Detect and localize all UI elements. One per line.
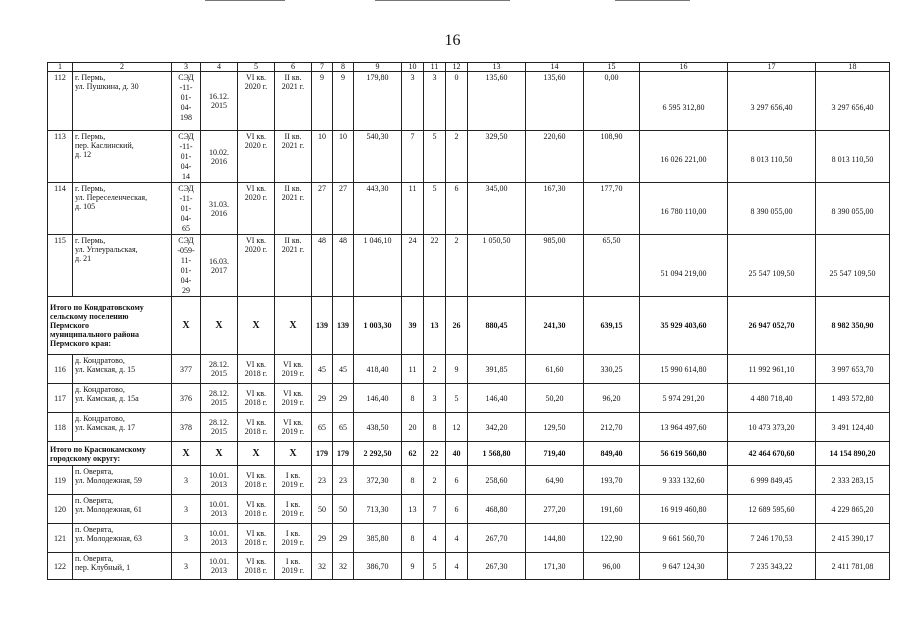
cell-c11: 4 xyxy=(424,524,446,553)
column-number-header: 2 xyxy=(73,63,172,72)
cell-c12: 2 xyxy=(446,235,468,297)
cell-c6: II кв. 2021 г. xyxy=(275,131,312,183)
cell-c15: 212,70 xyxy=(584,413,640,442)
cell-c10: 39 xyxy=(402,297,424,355)
cell-c10: 11 xyxy=(402,355,424,384)
cell-c5: VI кв. 2018 г. xyxy=(238,466,275,495)
cell-c13: 468,80 xyxy=(468,495,526,524)
cell-c6: II кв. 2021 г. xyxy=(275,72,312,131)
cell-c6: Х xyxy=(275,297,312,355)
cell-c10: 8 xyxy=(402,466,424,495)
cell-c15: 330,25 xyxy=(584,355,640,384)
cell-c5: Х xyxy=(238,297,275,355)
address-cell: г. Пермь, ул. Углеуральская, д. 21 xyxy=(73,235,172,297)
cell-c15: 639,15 xyxy=(584,297,640,355)
cell-c10: 8 xyxy=(402,384,424,413)
table-row xyxy=(48,183,890,235)
address-cell: д. Кондратово, ул. Камская, д. 17 xyxy=(73,413,172,442)
table-row xyxy=(48,524,890,553)
cell-c5: VI кв. 2020 г. xyxy=(238,72,275,131)
address-cell: г. Пермь, ул. Переселенческая, д. 105 xyxy=(73,183,172,235)
cell-c12: 6 xyxy=(446,466,468,495)
cell-c7: 32 xyxy=(312,553,333,580)
cell-c12: 12 xyxy=(446,413,468,442)
address-cell: г. Пермь, пер. Каслинский, д. 12 xyxy=(73,131,172,183)
cell-c5: VI кв. 2018 г. xyxy=(238,384,275,413)
column-number-header: 15 xyxy=(584,63,640,72)
cell-c7: 50 xyxy=(312,495,333,524)
cell-c16: 5 974 291,20 xyxy=(640,384,728,413)
cell-c5: VI кв. 2018 г. xyxy=(238,495,275,524)
subtotal-label: Итого по Кондратовскому сельскому поселению Пермского муниципального района Пермского края: xyxy=(48,297,172,355)
cell-c9: 418,40 xyxy=(354,355,402,384)
cell-c16: 16 780 110,00 xyxy=(640,183,728,235)
cell-c15: 191,60 xyxy=(584,495,640,524)
column-number-header: 12 xyxy=(446,63,468,72)
cell-c17: 12 689 595,60 xyxy=(728,495,816,524)
cell-c10: 13 xyxy=(402,495,424,524)
cell-c11: 3 xyxy=(424,384,446,413)
cell-c5: VI кв. 2020 г. xyxy=(238,235,275,297)
cell-c8: 139 xyxy=(333,297,354,355)
column-number-header: 4 xyxy=(201,63,238,72)
table-row xyxy=(48,466,890,495)
cell-c13: 1 050,50 xyxy=(468,235,526,297)
cell-c5: VI кв. 2018 г. xyxy=(238,553,275,580)
address-cell: п. Оверята, ул. Молодежная, 63 xyxy=(73,524,172,553)
row-number: 119 xyxy=(48,466,73,495)
cell-c8: 179 xyxy=(333,442,354,466)
column-number-header: 9 xyxy=(354,63,402,72)
cell-c14: 985,00 xyxy=(526,235,584,297)
cell-c15: 65,50 xyxy=(584,235,640,297)
cell-c11: 13 xyxy=(424,297,446,355)
cell-c5: VI кв. 2020 г. xyxy=(238,131,275,183)
cell-c17: 26 947 052,70 xyxy=(728,297,816,355)
table-row xyxy=(48,384,890,413)
cell-c8: 50 xyxy=(333,495,354,524)
cell-c9: 372,30 xyxy=(354,466,402,495)
cell-c6: VI кв. 2019 г. xyxy=(275,355,312,384)
cell-c7: 29 xyxy=(312,384,333,413)
cell-c16: 51 094 219,00 xyxy=(640,235,728,297)
row-number: 122 xyxy=(48,553,73,580)
cell-c15: 108,90 xyxy=(584,131,640,183)
cell-c13: 267,70 xyxy=(468,524,526,553)
row-number: 116 xyxy=(48,355,73,384)
cell-c14: 277,20 xyxy=(526,495,584,524)
cell-c18: 8 013 110,50 xyxy=(816,131,890,183)
cell-c18: 3 491 124,40 xyxy=(816,413,890,442)
cell-c15: 0,00 xyxy=(584,72,640,131)
document-cell: СЭД -11- 01- 04- 65 xyxy=(172,183,201,235)
column-number-header: 11 xyxy=(424,63,446,72)
cell-c14: 50,20 xyxy=(526,384,584,413)
cell-c16: 9 333 132,60 xyxy=(640,466,728,495)
cell-c18: 2 333 283,15 xyxy=(816,466,890,495)
document-cell: 377 xyxy=(172,355,201,384)
column-number-header: 1 xyxy=(48,63,73,72)
date-cell: 10.02. 2016 xyxy=(201,131,238,183)
cell-c8: 9 xyxy=(333,72,354,131)
table-row xyxy=(48,413,890,442)
cell-c3: Х xyxy=(172,297,201,355)
cell-c7: 10 xyxy=(312,131,333,183)
cell-c5: VI кв. 2018 г. xyxy=(238,413,275,442)
cell-c14: 129,50 xyxy=(526,413,584,442)
cell-c6: I кв. 2019 г. xyxy=(275,466,312,495)
cell-c7: 27 xyxy=(312,183,333,235)
date-cell: 16.03. 2017 xyxy=(201,235,238,297)
cell-c13: 1 568,80 xyxy=(468,442,526,466)
cell-c10: 20 xyxy=(402,413,424,442)
document-cell: СЭД -11- 01- 04- 14 xyxy=(172,131,201,183)
cell-c6: VI кв. 2019 г. xyxy=(275,413,312,442)
cell-c6: II кв. 2021 г. xyxy=(275,183,312,235)
cell-c9: 385,80 xyxy=(354,524,402,553)
cell-c12: 40 xyxy=(446,442,468,466)
column-number-header: 18 xyxy=(816,63,890,72)
date-cell: 10.01. 2013 xyxy=(201,524,238,553)
cell-c13: 258,60 xyxy=(468,466,526,495)
cell-c14: 719,40 xyxy=(526,442,584,466)
cell-c17: 10 473 373,20 xyxy=(728,413,816,442)
date-cell: 28.12. 2015 xyxy=(201,413,238,442)
cell-c6: II кв. 2021 г. xyxy=(275,235,312,297)
document-cell: 378 xyxy=(172,413,201,442)
cell-c18: 1 493 572,80 xyxy=(816,384,890,413)
cell-c18: 3 997 653,70 xyxy=(816,355,890,384)
cell-c13: 391,85 xyxy=(468,355,526,384)
cell-c18: 14 154 890,20 xyxy=(816,442,890,466)
cell-c8: 65 xyxy=(333,413,354,442)
document-cell: СЭД -11- 01- 04- 198 xyxy=(172,72,201,131)
cell-c16: 56 619 560,80 xyxy=(640,442,728,466)
cell-c10: 7 xyxy=(402,131,424,183)
cell-c10: 9 xyxy=(402,553,424,580)
cell-c12: 26 xyxy=(446,297,468,355)
cell-c14: 167,30 xyxy=(526,183,584,235)
row-number: 114 xyxy=(48,183,73,235)
cell-c14: 135,60 xyxy=(526,72,584,131)
cell-c14: 144,80 xyxy=(526,524,584,553)
cell-c11: 5 xyxy=(424,183,446,235)
cell-c10: 11 xyxy=(402,183,424,235)
cell-c16: 35 929 403,60 xyxy=(640,297,728,355)
cell-c11: 7 xyxy=(424,495,446,524)
date-cell: 28.12. 2015 xyxy=(201,384,238,413)
cell-c16: 6 595 312,80 xyxy=(640,72,728,131)
cell-c7: 179 xyxy=(312,442,333,466)
cell-c17: 8 013 110,50 xyxy=(728,131,816,183)
cell-c16: 16 026 221,00 xyxy=(640,131,728,183)
cell-c3: Х xyxy=(172,442,201,466)
cell-c11: 2 xyxy=(424,466,446,495)
cell-c6: VI кв. 2019 г. xyxy=(275,384,312,413)
column-number-header: 8 xyxy=(333,63,354,72)
cell-c15: 193,70 xyxy=(584,466,640,495)
cell-c13: 329,50 xyxy=(468,131,526,183)
cell-c13: 267,30 xyxy=(468,553,526,580)
cell-c14: 61,60 xyxy=(526,355,584,384)
cell-c13: 345,00 xyxy=(468,183,526,235)
cell-c18: 8 390 055,00 xyxy=(816,183,890,235)
cell-c14: 220,60 xyxy=(526,131,584,183)
cell-c16: 13 964 497,60 xyxy=(640,413,728,442)
top-rule-left xyxy=(205,0,285,1)
cell-c9: 1 003,30 xyxy=(354,297,402,355)
cell-c8: 29 xyxy=(333,524,354,553)
cell-c16: 9 661 560,70 xyxy=(640,524,728,553)
cell-c11: 22 xyxy=(424,442,446,466)
cell-c14: 64,90 xyxy=(526,466,584,495)
row-number: 117 xyxy=(48,384,73,413)
column-number-row xyxy=(48,63,890,72)
row-number: 115 xyxy=(48,235,73,297)
cell-c17: 4 480 718,40 xyxy=(728,384,816,413)
cell-c11: 5 xyxy=(424,131,446,183)
cell-c11: 22 xyxy=(424,235,446,297)
cell-c18: 8 982 350,90 xyxy=(816,297,890,355)
cell-c9: 713,30 xyxy=(354,495,402,524)
housing-program-table xyxy=(47,62,890,580)
cell-c12: 6 xyxy=(446,495,468,524)
cell-c9: 443,30 xyxy=(354,183,402,235)
cell-c7: 139 xyxy=(312,297,333,355)
cell-c17: 11 992 961,10 xyxy=(728,355,816,384)
cell-c17: 25 547 109,50 xyxy=(728,235,816,297)
cell-c11: 3 xyxy=(424,72,446,131)
cell-c6: I кв. 2019 г. xyxy=(275,495,312,524)
document-cell: 3 xyxy=(172,495,201,524)
column-number-header: 6 xyxy=(275,63,312,72)
cell-c4: Х xyxy=(201,442,238,466)
cell-c8: 32 xyxy=(333,553,354,580)
cell-c5: VI кв. 2018 г. xyxy=(238,524,275,553)
table-row xyxy=(48,235,890,297)
cell-c5: VI кв. 2020 г. xyxy=(238,183,275,235)
cell-c10: 62 xyxy=(402,442,424,466)
date-cell: 10.01. 2013 xyxy=(201,466,238,495)
row-number: 112 xyxy=(48,72,73,131)
date-cell: 10.01. 2013 xyxy=(201,553,238,580)
top-rule-right xyxy=(615,0,690,1)
cell-c18: 3 297 656,40 xyxy=(816,72,890,131)
cell-c13: 135,60 xyxy=(468,72,526,131)
column-number-header: 14 xyxy=(526,63,584,72)
date-cell: 16.12. 2015 xyxy=(201,72,238,131)
cell-c18: 2 411 781,08 xyxy=(816,553,890,580)
cell-c7: 29 xyxy=(312,524,333,553)
table-row xyxy=(48,72,890,131)
cell-c11: 8 xyxy=(424,413,446,442)
table-row xyxy=(48,131,890,183)
cell-c8: 27 xyxy=(333,183,354,235)
row-number: 120 xyxy=(48,495,73,524)
cell-c13: 146,40 xyxy=(468,384,526,413)
cell-c16: 16 919 460,80 xyxy=(640,495,728,524)
cell-c8: 48 xyxy=(333,235,354,297)
date-cell: 10.01. 2013 xyxy=(201,495,238,524)
cell-c7: 48 xyxy=(312,235,333,297)
cell-c8: 23 xyxy=(333,466,354,495)
document-cell: 376 xyxy=(172,384,201,413)
address-cell: п. Оверята, пер. Клубный, 1 xyxy=(73,553,172,580)
cell-c9: 1 046,10 xyxy=(354,235,402,297)
cell-c16: 9 647 124,30 xyxy=(640,553,728,580)
row-number: 113 xyxy=(48,131,73,183)
cell-c7: 65 xyxy=(312,413,333,442)
cell-c9: 386,70 xyxy=(354,553,402,580)
subtotal-row xyxy=(48,297,890,355)
column-number-header: 3 xyxy=(172,63,201,72)
column-number-header: 16 xyxy=(640,63,728,72)
row-number: 121 xyxy=(48,524,73,553)
table-row xyxy=(48,495,890,524)
cell-c15: 96,20 xyxy=(584,384,640,413)
cell-c12: 6 xyxy=(446,183,468,235)
cell-c7: 9 xyxy=(312,72,333,131)
top-rule-center xyxy=(375,0,510,1)
column-number-header: 7 xyxy=(312,63,333,72)
address-cell: г. Пермь, ул. Пушкина, д. 30 xyxy=(73,72,172,131)
cell-c6: I кв. 2019 г. xyxy=(275,553,312,580)
document-cell: 3 xyxy=(172,553,201,580)
cell-c12: 0 xyxy=(446,72,468,131)
cell-c14: 171,30 xyxy=(526,553,584,580)
cell-c12: 4 xyxy=(446,553,468,580)
cell-c9: 2 292,50 xyxy=(354,442,402,466)
table-row xyxy=(48,355,890,384)
page-number: 16 xyxy=(444,32,461,49)
cell-c14: 241,30 xyxy=(526,297,584,355)
subtotal-row xyxy=(48,442,890,466)
cell-c9: 179,80 xyxy=(354,72,402,131)
table-row xyxy=(48,553,890,580)
subtotal-label: Итого по Краснокамскому городскому округу: xyxy=(48,442,172,466)
document-cell: 3 xyxy=(172,466,201,495)
address-cell: д. Кондратово, ул. Камская, д. 15 xyxy=(73,355,172,384)
cell-c11: 5 xyxy=(424,553,446,580)
cell-c10: 3 xyxy=(402,72,424,131)
cell-c18: 4 229 865,20 xyxy=(816,495,890,524)
cell-c10: 24 xyxy=(402,235,424,297)
cell-c12: 4 xyxy=(446,524,468,553)
column-number-header: 10 xyxy=(402,63,424,72)
document-cell: СЭД -059- 11- 01- 04- 29 xyxy=(172,235,201,297)
cell-c4: Х xyxy=(201,297,238,355)
document-cell: 3 xyxy=(172,524,201,553)
column-number-header: 13 xyxy=(468,63,526,72)
cell-c7: 23 xyxy=(312,466,333,495)
row-number: 118 xyxy=(48,413,73,442)
date-cell: 31.03. 2016 xyxy=(201,183,238,235)
cell-c7: 45 xyxy=(312,355,333,384)
address-cell: п. Оверята, ул. Молодежная, 61 xyxy=(73,495,172,524)
cell-c12: 9 xyxy=(446,355,468,384)
address-cell: п. Оверята, ул. Молодежная, 59 xyxy=(73,466,172,495)
cell-c11: 2 xyxy=(424,355,446,384)
cell-c15: 177,70 xyxy=(584,183,640,235)
cell-c8: 10 xyxy=(333,131,354,183)
cell-c17: 3 297 656,40 xyxy=(728,72,816,131)
table-body xyxy=(48,63,890,580)
cell-c9: 146,40 xyxy=(354,384,402,413)
cell-c17: 6 999 849,45 xyxy=(728,466,816,495)
cell-c17: 7 246 170,53 xyxy=(728,524,816,553)
cell-c9: 540,30 xyxy=(354,131,402,183)
cell-c15: 849,40 xyxy=(584,442,640,466)
cell-c5: VI кв. 2018 г. xyxy=(238,355,275,384)
cell-c10: 8 xyxy=(402,524,424,553)
column-number-header: 5 xyxy=(238,63,275,72)
cell-c8: 45 xyxy=(333,355,354,384)
cell-c18: 25 547 109,50 xyxy=(816,235,890,297)
cell-c18: 2 415 390,17 xyxy=(816,524,890,553)
cell-c5: Х xyxy=(238,442,275,466)
date-cell: 28.12. 2015 xyxy=(201,355,238,384)
cell-c15: 96,00 xyxy=(584,553,640,580)
cell-c12: 2 xyxy=(446,131,468,183)
cell-c12: 5 xyxy=(446,384,468,413)
cell-c6: I кв. 2019 г. xyxy=(275,524,312,553)
cell-c8: 29 xyxy=(333,384,354,413)
cell-c17: 42 464 670,60 xyxy=(728,442,816,466)
cell-c15: 122,90 xyxy=(584,524,640,553)
cell-c13: 342,20 xyxy=(468,413,526,442)
cell-c17: 8 390 055,00 xyxy=(728,183,816,235)
cell-c17: 7 235 343,22 xyxy=(728,553,816,580)
cell-c16: 15 990 614,80 xyxy=(640,355,728,384)
cell-c13: 880,45 xyxy=(468,297,526,355)
cell-c6: Х xyxy=(275,442,312,466)
column-number-header: 17 xyxy=(728,63,816,72)
cell-c9: 438,50 xyxy=(354,413,402,442)
address-cell: д. Кондратово, ул. Камская, д. 15а xyxy=(73,384,172,413)
